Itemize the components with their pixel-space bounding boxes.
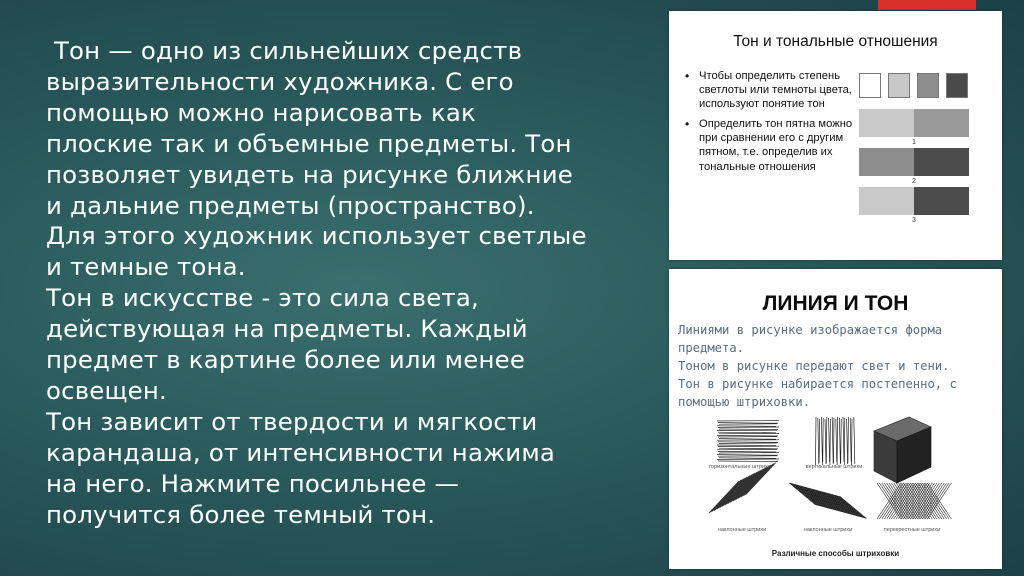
tone-pair-1-label: 1: [912, 139, 916, 146]
swatch-light-gray: [888, 73, 910, 98]
line-tone-title: ЛИНИЯ И ТОН: [762, 292, 909, 315]
swatch-dark-gray: [946, 73, 968, 98]
line-tone-line-1: Линиями в рисунке изображается форма: [678, 323, 943, 337]
horizontal-hatch-sample: [717, 421, 779, 462]
main-body-text: Тон — одно из сильнейших средств выразительности художника. С его помощью можно нарисовать как плоские так и объемные предметы. Тон позволяет увидеть на рисунке ближние и дальние предметы (пространство). Для этого художник использует светлые и темные тона. Тон в искусстве - это сила света, действующая на предметы. Каждый предмет в картине более или менее освещен. Тон зависит от твердости и мягкости карандаша, от интенсивности нажима на него. Нажмите посильнее — получится более темный тон.: [46, 36, 587, 529]
diagonal-hatch-sample-2: [789, 483, 867, 518]
hatching-illustrations: [669, 269, 1002, 569]
tone-card-title: Тон и тональные отношения: [733, 33, 938, 50]
red-accent-bar: [878, 0, 976, 10]
hatch-label-horizontal: горизонтальные штрихи: [709, 464, 771, 470]
hatching-caption: Различные способы штриховки: [771, 549, 900, 558]
vertical-hatch-sample: [816, 417, 855, 465]
line-tone-line-5: помощью штриховки.: [678, 395, 811, 409]
hatch-label-diagonal-1: наклонные штрихи: [717, 527, 767, 533]
swatch-white: [859, 73, 881, 98]
hatch-label-vertical: вертикальные штрихи: [805, 464, 863, 470]
shaded-cube-sample: [874, 417, 931, 483]
line-tone-line-2: предмета.: [678, 341, 745, 355]
line-and-tone-image: [669, 269, 1002, 569]
tone-relations-image: [669, 11, 1002, 260]
line-tone-line-3: Тоном в рисунке передают свет и тени.: [678, 359, 950, 373]
hatch-label-cross: перекрестные штрихи: [883, 527, 941, 533]
tone-pair-3: [859, 187, 969, 215]
tone-pair-2-label: 2: [912, 178, 916, 185]
tone-pair-1: [859, 109, 969, 137]
swatch-mid-gray: [917, 73, 939, 98]
tone-pair-2: [859, 148, 969, 176]
hatch-label-diagonal-2: наклонные штрихи: [803, 527, 853, 533]
line-tone-line-4: Тон в рисунке набирается постепенно, с: [678, 377, 957, 391]
cross-hatch-sample: [877, 483, 951, 519]
tone-pair-3-label: 3: [912, 217, 916, 224]
tone-bullets: [683, 69, 853, 180]
tone-bullet-1: • Чтобы определить степень светлоты или темноты цвета, используют понятие тон: [683, 69, 853, 111]
tone-bullet-2: • Определить тон пятна можно при сравнении его с другим пятном, т.е. определив их тональные отношения: [683, 117, 853, 173]
